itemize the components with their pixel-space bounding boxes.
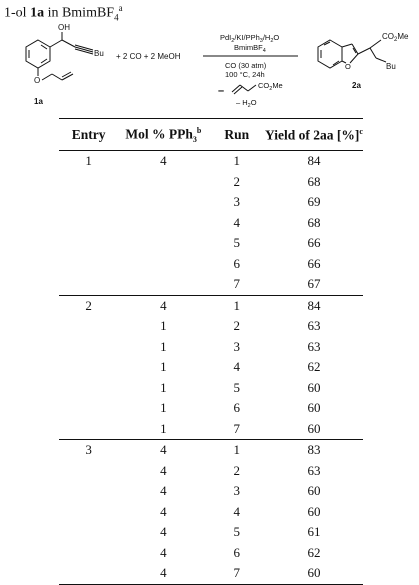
cell-mol-pph3: 1: [160, 379, 167, 395]
reactant-benzene-ring: [26, 40, 50, 68]
cell-yield: 60: [265, 563, 363, 584]
table-row: [59, 192, 363, 213]
cell-run: 5: [233, 379, 241, 395]
cell-yield: 63: [307, 318, 321, 334]
cell-mol-pph3: 1: [160, 400, 167, 416]
table-row: [59, 502, 363, 523]
table-row: [59, 440, 363, 461]
cell-entry: 1: [85, 153, 92, 169]
table-row: [59, 357, 363, 378]
table-row: [59, 254, 363, 275]
product-ester: $CO_2Me$: [382, 32, 409, 43]
reactant-oh-label: OH: [58, 23, 70, 32]
cell-run: 2: [233, 318, 241, 334]
cell-entry: [59, 419, 118, 440]
cell-yield: 83: [307, 442, 321, 458]
cell-yield: 66: [307, 255, 321, 271]
header-mol-pph3: Mol % PPh$_3^b$: [125, 126, 202, 145]
table-row: [59, 337, 363, 358]
cell-mol-pph3: [118, 254, 208, 275]
header-row: [59, 119, 363, 151]
cell-entry: [59, 357, 118, 378]
cell-run: 2: [233, 462, 241, 478]
cell-entry: [59, 274, 118, 295]
cell-entry: [59, 233, 118, 254]
cell-entry: 2: [85, 297, 92, 313]
cell-yield: 60: [307, 379, 321, 395]
product-benzene-ring: [318, 40, 342, 68]
cell-mol-pph3: 4: [160, 483, 167, 499]
ionic-liquid: BmimBF$_4$: [234, 43, 266, 54]
product-bu-label: Bu: [386, 62, 396, 71]
yield-table: [59, 118, 363, 585]
cell-mol-pph3: 1: [160, 338, 167, 354]
cell-entry: [59, 172, 118, 193]
cell-yield: 84: [307, 297, 321, 313]
cell-mol-pph3: [118, 192, 208, 213]
cell-entry: [59, 398, 118, 419]
table-row: [59, 398, 363, 419]
cell-run: 4: [233, 359, 241, 375]
cell-yield: 60: [265, 419, 363, 440]
cell-yield: 68: [307, 173, 321, 189]
table-row: [59, 563, 363, 584]
cell-entry: [59, 461, 118, 482]
cell-yield: 62: [307, 359, 321, 375]
table-row: [59, 316, 363, 337]
cell-mol-pph3: 4: [160, 297, 167, 313]
table-body: [59, 151, 363, 585]
cell-yield: 62: [307, 544, 321, 560]
cell-mol-pph3: 4: [118, 563, 208, 584]
cell-entry: [59, 502, 118, 523]
cell-entry: [59, 378, 118, 399]
cell-yield: 69: [307, 194, 321, 210]
cell-entry: [59, 316, 118, 337]
cell-run: 3: [233, 483, 241, 499]
cell-mol-pph3: 1: [160, 359, 167, 375]
cell-entry: [59, 213, 118, 234]
table-caption: 1-ol 1a in BmimBF$_4^a$: [4, 3, 123, 23]
reaction-scheme: [0, 18, 419, 110]
cell-entry: [59, 254, 118, 275]
cell-yield: 68: [307, 214, 321, 230]
cell-mol-pph3: [118, 274, 208, 295]
cell-mol-pph3: 1: [160, 318, 167, 334]
cell-run: 4: [233, 503, 241, 519]
cell-run: 7: [209, 419, 265, 440]
cell-mol-pph3: 4: [160, 442, 167, 458]
cell-yield: 60: [307, 503, 321, 519]
co-pressure: CO (30 atm): [225, 61, 267, 70]
table-row: [59, 461, 363, 482]
cell-mol-pph3: 4: [160, 462, 167, 478]
reactant-label: 1a: [34, 97, 43, 106]
table-row: [59, 151, 363, 172]
cell-run: 7: [209, 563, 265, 584]
cell-mol-pph3: [118, 172, 208, 193]
header-yield: Yield of 2aa [%]$^c$: [265, 126, 363, 143]
cell-run: 4: [233, 214, 241, 230]
cell-yield: 60: [307, 400, 321, 416]
cell-run: 5: [233, 235, 241, 251]
table-row: [59, 233, 363, 254]
cell-yield: 61: [307, 524, 321, 540]
cell-run: 6: [233, 255, 241, 271]
cell-yield: 66: [307, 235, 321, 251]
reactant-bu-label: Bu: [94, 49, 104, 58]
cell-entry: [59, 543, 118, 564]
cell-mol-pph3: 4: [160, 153, 167, 169]
cell-mol-pph3: 1: [118, 419, 208, 440]
cell-run: 2: [233, 173, 241, 189]
cell-mol-pph3: 4: [160, 524, 167, 540]
header-run: Run: [224, 127, 250, 143]
cell-run: 5: [233, 524, 241, 540]
header-entry: Entry: [71, 127, 106, 143]
cell-yield: 84: [307, 153, 321, 169]
cell-entry: [59, 481, 118, 502]
cell-mol-pph3: 4: [160, 503, 167, 519]
table-row: [59, 274, 363, 295]
cell-mol-pph3: 4: [160, 544, 167, 560]
cell-yield: 67: [265, 274, 363, 295]
cell-entry: 3: [85, 442, 92, 458]
cell-mol-pph3: [118, 233, 208, 254]
byproduct-minus: –: [218, 85, 225, 97]
reactant-o-label: O: [34, 76, 41, 85]
byproduct-ester: $CO_2Me$: [258, 81, 283, 92]
product-label: 2a: [352, 81, 361, 90]
cell-run: 3: [233, 194, 241, 210]
cell-yield: 63: [307, 338, 321, 354]
cell-run: 1: [233, 153, 241, 169]
cell-entry: [59, 337, 118, 358]
cell-entry: [59, 563, 118, 584]
cell-yield: 63: [307, 462, 321, 478]
product-o-label: O: [345, 62, 351, 71]
table-row: [59, 543, 363, 564]
catalyst-system: $PdI_2/KI/PPh_3/H_2O$: [220, 33, 280, 44]
cell-yield: 60: [307, 483, 321, 499]
table-row: [59, 295, 363, 316]
table-row: [59, 419, 363, 440]
cell-run: 1: [233, 297, 241, 313]
table-row: [59, 213, 363, 234]
cell-entry: [59, 522, 118, 543]
table-row: [59, 172, 363, 193]
plus-reagents: + 2 CO + 2 MeOH: [116, 52, 181, 61]
cell-run: 7: [209, 274, 265, 295]
table-row: [59, 522, 363, 543]
cell-run: 1: [233, 442, 241, 458]
cell-mol-pph3: [118, 213, 208, 234]
table-row: [59, 378, 363, 399]
cell-run: 3: [233, 338, 241, 354]
table-row: [59, 481, 363, 502]
cell-entry: [59, 192, 118, 213]
cell-run: 6: [233, 400, 241, 416]
cell-run: 6: [233, 544, 241, 560]
byproduct-water: – $H_2O$: [236, 98, 257, 109]
temperature-time: 100 °C, 24h: [225, 70, 265, 79]
